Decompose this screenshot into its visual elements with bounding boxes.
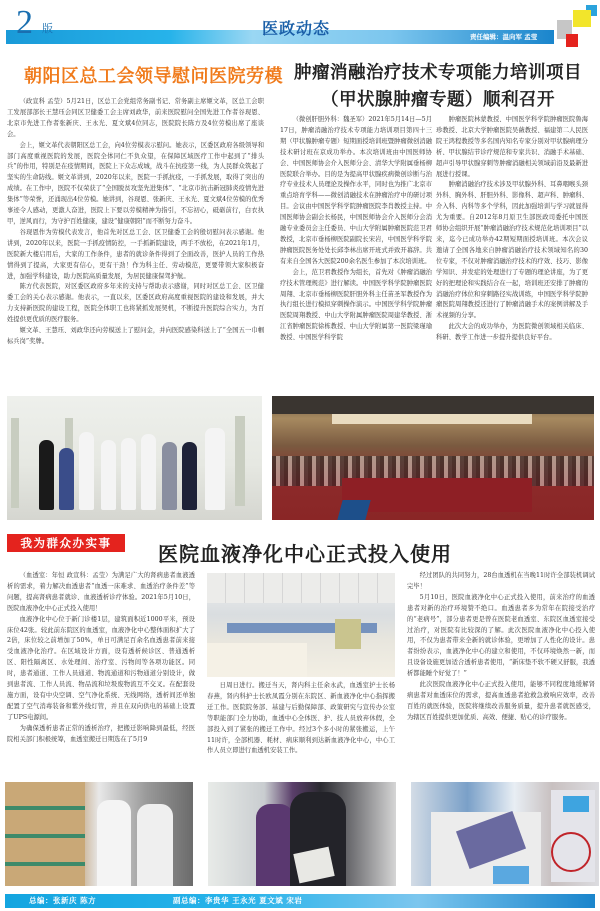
photo-person [101,440,116,510]
photo-lights [332,414,532,424]
page-footer [5,894,595,908]
article2-photo [272,396,594,520]
article3-paragraph: 此次医院血液净化中心正式投入使用，能够不同程度地缓解肾病患者对血透床位的需求，提高血透患者抢救急救响应效率，改善百姓的就医体验，医院将继续改善服务质量，提升患者就医感受，为辖区百姓提供更加优质、高效、便捷、贴心的诊疗服务。 [407,681,595,721]
photo-person [121,438,136,510]
article3-paragraph: 为确保透析患者正常的透析治疗，把搬迁影响降到最低，经医院相关部门积极统筹，血透室搬迁日期选在了5月9 [7,724,195,743]
article3-paragraph: 5月10日，医院血液净化中心正式投入使用，前来治疗的血透患者对新的治疗环境赞不绝口。血透患者多为常年在院接受治疗的“老病号”，部分患者更是曾在医院老血透室、东院区血透室接受过治疗，对医院有比较深的了解。此次医院血液净化中心投入使用，不仅为患者带来全新的就诊体验，更增加了人性化的设计。患者纷纷表示，血液净化中心的建立和使用，不仅环境焕然一新，而且设备设施更加适合透析患者使用，“新床垫不软不硬又舒服，我透析都能睡个好觉了！” [407,593,595,678]
article2-paragraph: 肿瘤医院林蒙教授、中国医学科学院肿瘤医院鲁海珍教授、北京大学肿瘤医院吴薇教授、福建第二人民医院王鸿程教授等多名国内知名专家分别对甲状腺病理分析、甲状腺结节诊疗规范和专家共识、消融手术基础、超声引导甲状腺穿刺等肿瘤消融相关领域前沿及最新进展进行授课。 [436,116,588,178]
article1-paragraph: 陈方代表医院，对区委区政府多年来的支持与帮助表示感谢，同时对区总工会、区卫健委工会的关心表示感谢。他表示，一直以来，区委区政府高度重视医院的建设和发展，并大力支持新医院的建设工程，医院全体职工也将紧抓发展契机，不断提升医院综合实力，为百姓提供更优质的医疗服务。 [7,283,264,324]
section-tag: 我为群众办实事 [7,534,125,552]
article3-column-2 [207,681,395,757]
article2-paragraph: 会上，范卫君教授作为组长，首先对《肿瘤消融治疗技术管理规范》进行解读。中国医学科学院肿瘤医院周翔、北京市垂杨柳医院肝胆外科主任苗圣军教授作为执行组长进行模拟穿刺操作演示。中国医学科学院肿瘤医院周翔教授、中山大学附属肿瘤医院周建华教授、浙江省肿瘤医院徐栋教授、中山大学附属第一医院梁瑾瑜教授、中国医学科学院 [280,268,432,342]
article2-paragraph: 此次大会的成功举办，为医院微创领域相关临床、科研、教学工作进一步提升提供良好平台。 [436,323,588,342]
article1-body [7,97,264,348]
article3-paragraph: 日周日进行。搬迁当天，肾内科主任余永武，血透室护士长杨春燕，肾内科护士长欧凤霞分别在东院区、新血液净化中心指挥搬迁工作。医院院务部、基建与后勤保障部、政策研究与宣传办公室等职能部门全力协助，血透中心全体医、护、技人员放弃休假，全部投入到了紧张的搬迁工作中。经过3个多小时的紧张搬运，上午11时许，全部机器、耗材、病床顺利到达新血液净化中心，中心工作人员立即进行血透机安装工作。 [207,682,395,755]
article2-paragraph: （微创肝胆外科：魏圣军）2021年5月14日—5月17日，肿瘤消融治疗技术专项能力培训项目第四十三期（甲状腺肿瘤专题）短期面授培训班暨肿瘤微创消融技术研讨班在京成功举办。本次培训班由中国医师协会、中国医师协会介入医师分会、清华大学附属垂杨柳医院联合举办。目的是为提高甲状腺疾病微创诊断与治疗专业技术人员理论及操作水平，同时也为推广北京市重点培育学科——微创消融技术在肿瘤治疗中的研讨项目。会议由中国医学科学院肿瘤医院李肖教授主持。中国医师协会副会长杨民，中国医师协会介入医师分会消融专业委员会主任委员、中山大学附属肿瘤医院范卫君教授，北京市垂杨柳医院副院长宋岩，中国医学科学院肿瘤医院医务处处长邱李林出席开班式并致开幕辞。共有来自全国各大医院200余名医生参加了本次培训班。 [280,116,432,265]
article1-paragraph: （政宣科 孟莹）5月21日，区总工会党组常务副书记、常务副主席姬文革，区总工会职工发展部部长王慧珏会同区卫健委工会主席刘政华，前来医院慰问全国先进工作者谷现恩、北京市先进工作者张新庆、王永光、夏文斌4位同志，医院院长陈方及4位劳模出席了座谈会。 [7,98,264,138]
article3-photo-moving [5,782,193,886]
photo-ceiling [272,396,594,414]
photo-door [11,418,19,508]
article1-paragraph: 会上，姬文革代表朝阳区总工会，向4位劳模表示慰问。她表示，区委区政府各级领导和部门高度重视医院的发展，医院全体同仁不负众望，在保障区域医疗工作中起到了“排头兵”的作用，特别是在疫情期间，医院上下众志成城，战斗在抗疫第一线，为人民群众筑起了坚实的生命防线。姬文革讲到，2020年以来，医院一手抓抗疫，一手抓发展，取得了突出的成绩。在工作中，医院不仅荣获了“全国脱贫攻坚先进集体”、“北京市抗击新冠肺炎疫情先进集体”等荣誉，还涌现出4位劳模。她讲到，谷现恩、张新庆、王永光、夏文斌4位劳模的优秀事迹令人感动，更激人奋进，医院上下要以劳模精神为指引，不忘初心，砥砺前行，白衣执甲，逆风而行，为守护百姓健康，建设“健康朝阳”而不断努力奋斗。 [7,141,264,225]
photo-blanket [493,866,529,884]
article3-photo-staff [208,782,396,886]
section-title: 医政动态 [262,19,331,38]
photo-person [97,800,131,886]
photo-laptop [337,500,370,520]
article2-title-line1: 肿瘤消融治疗技术专项能力培训项目 [294,63,582,83]
photo-partition [335,619,361,649]
photo-person [59,448,74,510]
article1-paragraph: 姬文革、王慧珏、刘政华还向劳模送上了慰问金，并向医院感染科送上了“全国五一巾帼标兵岗”奖牌。 [7,327,264,345]
photo-person [162,442,177,510]
chief-editor: 总编：张新庆 陈方 [29,896,97,905]
photo-head-table [342,478,532,512]
article2-title [282,60,594,114]
photo-door [235,416,245,506]
article3-photo-dialysis [411,782,599,886]
photo-person [141,434,156,510]
decorative-square-yellow-icon [573,10,591,27]
responsible-editor: 责任编辑：温向军 孟莹 [470,33,538,41]
article2-column-1 [280,115,432,344]
article3-paragraph: 血液净化中心位于新门诊楼1层，建筑面积近1000平米，预设床位42张。较此前东院区的血透室，血液净化中心整体面积扩大了2倍，床位较之前增加了50%，单日可满足百余名血透患者前来接受血液净化治疗。在区域设计方面，设有透析候诊区、普通透析区、阳性隔离区、水处理间、治疗室、污物间等各项功能区。同时，患者通道、工作人员通道、物流通道和污物通道分别设计，做到患者流、工作人员流、物品流和垃圾废物流互不交叉。在配套设施方面，设有中央空调、空气净化系统、无线网络，透析间还单独配置了空气消毒装备和紫外线灯管，并且在双向供电的基础上设置了UPS电源间。 [7,615,195,721]
photo-person [79,432,94,510]
deputy-editors: 副总编：李贵华 王永光 夏文斌 宋岩 [173,896,303,905]
article3-column-1 [7,571,195,746]
article1-title: 朝阳区总工会领导慰问医院劳模 [24,66,283,87]
article2-paragraph: 肿瘤消融治疗技术涉及甲状腺外科、耳鼻咽喉头颈外科、胸外科、肝胆外科、影像科、超声科、肿瘤科、介入科、内科等多个学科，因此加强培训与学习就显得尤为重要。自2012年8月原卫生部医政司委托中国医师协会组织开展“肿瘤消融治疗技术规范化培训项目”以来，迄今已成功举办42期短期面授培训班。本次会议邀请了全国各地来自肿瘤消融治疗技术领域知名的30位专家，不仅对肿瘤消融治疗技术的疗效、技巧、影像学知识、并发症的处理进行了专题的理论讲座，为了更好的把理论和实践结合在一起，培训班还安排了肿瘤的消融治疗体位和穿刺路径实战训练，中国医学科学院肿瘤医院周翔教授还进行了肿瘤消融手术的案例讲解及手术视频的分享。 [436,181,588,320]
article2-title-line2: （甲状腺肿瘤专题）顺利召开 [321,90,555,110]
article3-paragraph: 经过团队的共同努力，28台血透机在当晚11时许全部装机调试完毕！ [407,572,595,590]
photo-person [256,804,294,886]
photo-screen [563,796,589,812]
page-suffix: 版 [42,22,53,35]
page-number: 2 [16,4,33,41]
article1-photo [7,396,262,520]
photo-person [137,804,173,886]
photo-ceiling [207,573,395,603]
article3-title: 医院血液净化中心正式投入使用 [158,542,452,566]
photo-person [39,440,54,510]
article3-paragraph: （血透室：年恒 政宣科：孟莹）为满足广大的肾病患者血液透析的需求，着力解决血透患者“血透一床难求、血透治疗条件差”等问题，提高肾病患者就诊、血液透析诊疗体验。2021年5月10日，医院血液净化中心正式投入使用！ [7,572,195,612]
article1-paragraph: 谷现恩作为劳模代表发言，他首先对区总工会、区卫健委工会的殷切慰问表示感谢。他讲到，2020年以来，医院一手抓疫情防控，一手抓新院建设，两手不放松，在2021年1月，医院新大楼启用后，大家的工作条件，患者的就诊条件得到了全面改善，医护人员的工作热情得到了提高，大家更有信心，更有干劲！作为科主任、劳动模范，更要带领大家积极奋进，加强学科建设，助力医院高质量发展，为居民健康保驾护航。 [7,228,264,280]
photo-person [182,442,197,510]
decorative-square-red-icon [566,34,578,47]
page-header [0,0,600,56]
article3-photo-ward [207,573,395,677]
article2-column-2 [436,115,588,344]
photo-tubing [551,832,591,872]
photo-person [205,428,225,510]
article3-column-3 [407,571,595,724]
photo-bed [207,643,307,677]
photo-boxes [5,782,85,886]
